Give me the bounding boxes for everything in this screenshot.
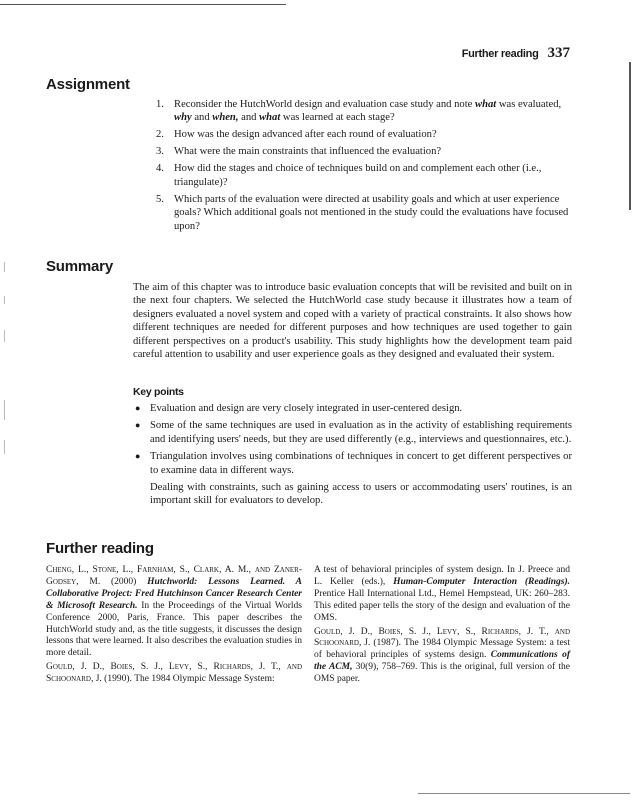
assignment-heading: Assignment (46, 76, 130, 93)
text-run: In the Proceedings of the Virtual Worlds Conference 2000, Paris, France. This paper describes the HutchWorld study and, as the title suggests, it discusses the design lessons that were learned. It also describes the evaluation studies in more detail. (46, 600, 302, 659)
further-reading-heading: Further reading (46, 540, 154, 557)
scan-mark (4, 262, 5, 272)
question-text (174, 98, 572, 125)
question-number: 2. (156, 129, 164, 141)
scan-mark (4, 296, 5, 304)
text-run: What were the main constraints that influenced the evaluation? (174, 146, 442, 158)
scan-mark (4, 440, 5, 454)
key-point (133, 419, 572, 446)
assignment-question-list (150, 98, 572, 237)
assignment-question (150, 162, 572, 189)
emphasis-text: Human-Computer Interaction (Readings). (393, 576, 570, 587)
emphasis-text: why (174, 112, 192, 124)
question-number: 5. (156, 193, 164, 205)
text-run: How did the stages and choice of techniques build on and complement each other (i.e., triangulate)? (174, 163, 542, 188)
key-points-list (133, 402, 572, 512)
key-point-text: Some of the same techniques are used in evaluation as in the activity of establishing requirements and identifying users' needs, but they are used differently (e.g., interviews and questionnaires, etc.). (150, 420, 572, 445)
text-run: Cheng, L., Stone, L., Farnham, S., Clark, A. M., and Zaner-Godsey, M. (2000) (46, 565, 302, 587)
question-text (174, 193, 572, 233)
reference-entry (46, 565, 302, 660)
text-run: The 1984 Olympic Message System: (134, 674, 275, 685)
references-left-column (46, 565, 302, 688)
key-point (133, 450, 572, 477)
assignment-question (150, 128, 572, 141)
text-run: Prentice Hall International Ltd., Hemel Hempstead, UK: 260–283. This edited paper tells the story of the design and evaluation of the OMS. (314, 588, 570, 623)
text-run: Which parts of the evaluation were directed at usability goals and which at user experience goals? Which additional goals not mentioned in the study could the evaluations have focused upon? (174, 193, 569, 232)
key-point (133, 481, 572, 508)
page-number: 337 (547, 45, 570, 61)
reference-entry (46, 662, 302, 686)
scan-mark (4, 400, 5, 420)
key-points-heading: Key points (133, 386, 184, 398)
top-rule (0, 4, 286, 5)
assignment-question (150, 145, 572, 158)
running-head-title: Further reading (461, 48, 539, 60)
question-text (174, 145, 572, 158)
text-run: The 1984 Olympic Message System: a test of behavioral principles of systems design. (314, 638, 571, 661)
text-run: and (238, 112, 260, 124)
margin-bar (629, 62, 631, 210)
bullet-icon: ● (135, 451, 141, 462)
text-run: was evaluated, (496, 99, 562, 110)
key-point (133, 402, 572, 415)
summary-heading: Summary (46, 258, 113, 275)
emphasis-text: Hutchworld: Lessons Learned. A Collaborative Project: Fred Hutchinson Cancer Research Center & Microsoft Research. (46, 576, 302, 611)
assignment-question (150, 98, 572, 125)
question-number: 3. (156, 146, 164, 158)
bullet-icon: ● (135, 403, 141, 413)
question-text (174, 162, 572, 189)
text-run: and (191, 112, 213, 124)
question-number: 1. (156, 99, 164, 110)
key-point-text: Evaluation and design are very closely integrated in user-centered design. (150, 403, 463, 414)
text-run: Gould, J. D., Boies, S. J., Levy, S., Richards, J. T., and Schoonard, J. (1987). (314, 626, 570, 649)
emphasis-text: what (259, 112, 281, 124)
running-head (462, 45, 570, 62)
question-number: 4. (156, 163, 164, 175)
text-run: 30(9), 758–769. This is the original, full version of the OMS paper. (314, 662, 570, 685)
reference-entry (314, 565, 570, 625)
bottom-rule (418, 793, 630, 794)
key-point-text: Triangulation involves using combinations of techniques in concert to get different perspectives or to examine data in different ways. (150, 451, 572, 476)
emphasis-text: Communications of the ACM, (314, 650, 570, 673)
text-run: How was the design advanced after each round of evaluation? (174, 129, 437, 141)
references-right-column (314, 565, 570, 688)
summary-paragraph: The aim of this chapter was to introduce basic evaluation concepts that will be revisited and built on in the next four chapters. We selected the HutchWorld case study because it illustrates how a team of designers evaluated a novel system and coped with a variety of practical constraints. It also shows how different techniques are needed for different purposes and how techniques are used together to gain different perspectives on a product's usability. This study highlights how the development team paid careful attention to usability and user experience goals as they designed and evaluated their system. (133, 282, 572, 361)
scan-mark (4, 330, 5, 342)
key-point-text: Dealing with constraints, such as gaining access to users or accommodating users' routines, is an important skill for evaluators to develop. (150, 482, 572, 507)
text-run: Gould, J. D., Boies, S. J., Levy, S., Richards, J. T., and Schoonard, J. (1990). (46, 662, 302, 685)
text-run: Reconsider the HutchWorld design and evaluation case study and note (174, 99, 475, 110)
emphasis-text: what (475, 99, 497, 110)
assignment-question (150, 193, 572, 233)
text-run: A test of behavioral principles of system design. In J. Preece and L. Keller (eds.), (314, 565, 570, 587)
emphasis-text: when, (212, 112, 239, 124)
question-text (174, 128, 572, 141)
bullet-icon (133, 481, 150, 508)
reference-entry (314, 627, 570, 687)
text-run: was learned at each stage? (280, 112, 395, 124)
bullet-icon: ● (135, 420, 141, 431)
